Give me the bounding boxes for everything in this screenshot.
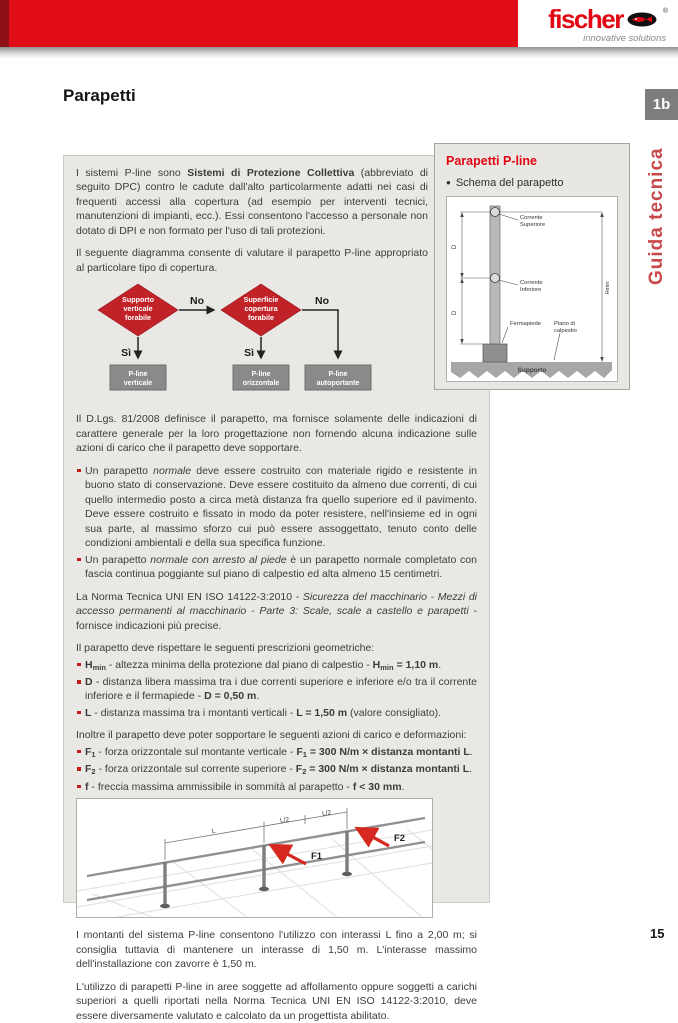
corrente-sup-line1: Corrente: [520, 215, 543, 221]
post-3-base: [342, 872, 352, 876]
force-arrow-f1: [274, 847, 306, 864]
bullet-d: D - distanza libera massima tra i due correnti superiore e inferiore e/o tra il corrente inferiore e il fermapiede - D = 0,50 m.: [76, 675, 477, 704]
fish-logo-icon: [627, 12, 659, 27]
diamond2-line3: forabile: [248, 313, 274, 323]
bullet-normale: Un parapetto normale deve essere costruito con materiale rigido e resistente in buono stato di conservazione. Deve essere costituito da almeno due correnti, di cui quello intermedio posto a circa metà distanza fra quello superiore ed il pavimento. Deve essere costruito e fissato in modo da poter resistere, nell'insieme ed in ogni sua parte, al massimo sforzo cui può essere assoggettato, tenuto conto delle condizioni ambientali e della sua specifica funzione.: [76, 464, 477, 551]
side-tab-label: Guida tecnica: [646, 147, 667, 285]
brand-tagline: innovative solutions: [583, 33, 666, 44]
dlgs-paragraph: Il D.Lgs. 81/2008 definisce il parapetto, ma fornisce solamente delle indicazioni di carattere generale per la loro progettazione non fornendo alcuna indicazione sulle azioni di carico che il parapetto deve sopportare.: [76, 413, 477, 455]
post-2-base: [259, 887, 269, 891]
panel-title: Parapetti P-line: [446, 154, 537, 168]
diamond2-line1: Superficie: [243, 295, 279, 305]
label-no-2: No: [315, 295, 329, 308]
supporto-label: Supporto: [517, 367, 547, 374]
arrow-no-2: [302, 310, 338, 358]
dim-d-bottom: D: [452, 310, 458, 316]
panel-bullet-label: Schema del parapetto: [455, 177, 564, 189]
bullet-f2: $F_2$ - forza orizzontale sul corrente superiore - $F_2 = 300$ N/m × distanza montanti L.: [76, 762, 477, 777]
page-number: 15: [650, 926, 665, 941]
box3-line1: P-line: [328, 371, 348, 379]
brand-wordmark: fischer: [548, 4, 623, 34]
interassi-paragraph: I montanti del sistema P-line consentono l'utilizzo con interassi L fino a 2,00 m; si consiglia tuttavia di mantenere un interasse di 1,50 m. L'interasse massimo dell'installazione con zavorre è 1,50 m.: [76, 929, 477, 971]
f1-label: F1: [311, 851, 323, 863]
box1-line1: P-line: [128, 371, 148, 379]
bullet-hmin: $H_{min}$ - altezza minima della protezione dal piano di calpestio - $H_{min} = 1,10$ m.: [76, 658, 477, 673]
dim-l-label: L: [211, 827, 217, 836]
label-no-1: No: [190, 295, 204, 308]
registered-mark: ®: [662, 8, 668, 15]
post-1-base: [160, 904, 170, 908]
main-content-box: [63, 155, 490, 1022]
label-si-1: Sì: [121, 347, 131, 360]
box2-line1: P-line: [251, 371, 271, 379]
dim-l2-label-1: L/2: [279, 816, 290, 825]
panel-bullet-row: [446, 177, 618, 189]
label-si-2: Sì: [244, 347, 254, 360]
intro-paragraph: I sistemi P-line sono Sistemi di Protezione Collettiva (abbreviato di seguito DPC) contro le cadute dall'alto particolarmente adatti nei casi di frequenti accessi alla copertura (ad esempio per interventi tecnici, manutenzioni di impianti, ecc.). Essi consentono l'accesso a personale non dotato di DPI e non formato per l'uso di tali protezioni.: [76, 167, 428, 237]
diagram-intro-paragraph: Il seguente diagramma consente di valutare il parapetto P-line appropriato al particolare tipo di copertura.: [76, 247, 428, 274]
header-bar: [9, 0, 518, 47]
corrente-sup-line2: Superiore: [520, 222, 546, 228]
bullet-l: L - distanza massima tra i montanti verticali - L = 1,50 m (valore consigliato).: [76, 706, 477, 720]
rail-break-2: [126, 900, 133, 907]
schema-base-block: [483, 344, 507, 362]
dim-d-top: D: [452, 244, 458, 250]
page-spine: [0, 0, 9, 47]
corrente-inf-line2: Inferiore: [520, 287, 542, 293]
bullet-arresto-piede: Un parapetto normale con arresto al piede è un parapetto normale completato con fascia continua poggiante sul piano di calpestio ed alta almeno 15 centimetri.: [76, 553, 477, 582]
decision-flowchart: [76, 283, 477, 400]
clamp-top: [491, 208, 500, 217]
clamp-mid: [491, 274, 500, 283]
fermapiede-label: Fermapiede: [510, 321, 541, 327]
piano-label-line1: Piano di: [554, 321, 575, 327]
diamond1-line1: Supporto: [122, 295, 154, 305]
azioni-intro: Inoltre il parapetto deve poter sopportare le seguenti azioni di carico e deformazioni:: [76, 729, 467, 742]
piano-label-line2: calpestio: [554, 328, 577, 334]
top-rail: [87, 818, 425, 876]
diamond2-line2: copertura: [244, 304, 278, 314]
parapet-schema: [446, 196, 618, 382]
dim-hmin: Hmin: [605, 281, 611, 295]
norma-paragraph: La Norma Tecnica UNI EN ISO 14122-3:2010 - Sicurezza del macchinario - Mezzi di accesso permanenti al macchinario - Parte 3: Scale, scale a castello e parapetti - fornisce indicazioni più precise.: [76, 590, 477, 632]
section-badge: 1b: [645, 89, 678, 120]
bullet-dot-icon: ●: [446, 178, 451, 187]
header-shadow: [0, 47, 678, 58]
affollamento-paragraph: L'utilizzo di parapetti P-line in aree soggette ad affollamento oppure soggetti a carichi superiori a quelli riportati nella Norma Tecnica UNI EN ISO 14122-3:2010, deve essere diversamente valutato e calcolato da un progettista abilitato.: [76, 980, 477, 1022]
pline-panel: [434, 143, 630, 390]
prescrizioni-intro: Il parapetto deve rispettare le seguenti prescrizioni geometriche:: [76, 642, 375, 655]
diamond1-line3: forabile: [125, 313, 151, 323]
f2-label: F2: [394, 833, 406, 845]
brand-logo: [518, 0, 678, 47]
lower-rail: [87, 842, 425, 900]
bullet-f1: $F_1$ - forza orizzontale sul montante verticale - $F_1 = 300$ N/m × distanza montanti L.: [76, 745, 477, 760]
diamond1-line2: verticale: [123, 304, 153, 314]
box1-line2: verticale: [123, 380, 153, 388]
dim-l2-label-2: L/2: [321, 809, 332, 818]
bullet-f: f - freccia massima ammissibile in sommità al parapetto - f < 30 mm.: [76, 780, 477, 794]
page-title: Parapetti: [63, 86, 136, 105]
load-diagram: [76, 798, 433, 918]
corrente-inf-line1: Corrente: [520, 280, 543, 286]
flowchart-svg: [76, 283, 426, 395]
box2-line2: orizzontale: [242, 380, 280, 388]
load-diagram-svg: [77, 799, 432, 917]
parapet-schema-svg: [446, 196, 618, 382]
brand-row: [518, 6, 668, 32]
box3-line2: autoportante: [316, 380, 360, 388]
